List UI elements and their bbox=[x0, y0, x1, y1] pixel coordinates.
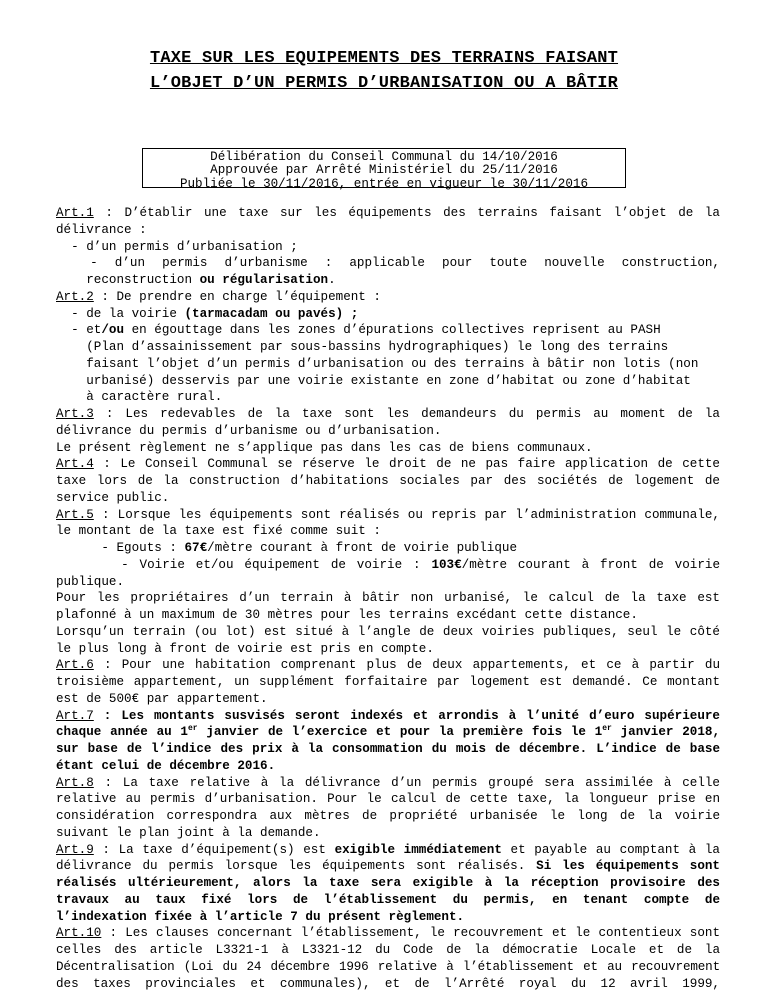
article-10-line: celles des article L3321-1 à L3321-12 du Code de la démocratie Locale et de la bbox=[56, 943, 720, 957]
article-1-label: Art.1 bbox=[56, 206, 94, 220]
article-5-label: Art.5 bbox=[56, 508, 94, 522]
article-10-label: Art.10 bbox=[56, 926, 102, 940]
article-1-line: Art.1 : D’établir une taxe sur les équipements des terrains faisant l’objet de la bbox=[56, 206, 720, 220]
article-7-line: étant celui de décembre 2016. bbox=[56, 759, 276, 773]
article-6-line: troisième appartement, un supplément forfaitaire par logement est demandé. Ce montant bbox=[56, 675, 720, 689]
article-5-line: publique. bbox=[56, 575, 125, 589]
article-4-line: taxe lors de la construction d’habitations sociales par des sociétés de logement de bbox=[56, 474, 720, 488]
deliberation-date: Délibération du Conseil Communal du 14/10/2016 bbox=[210, 150, 558, 164]
article-9-line: réalisés ultérieurement, alors la taxe sera exigible à la réception provisoire des bbox=[56, 876, 720, 890]
article-7-label: Art.7 bbox=[56, 709, 94, 723]
article-6-line: Art.6 : Pour une habitation comprenant plus de deux appartements, et ce à partir du bbox=[56, 658, 720, 672]
article-9-label: Art.9 bbox=[56, 843, 94, 857]
article-10-line: Décentralisation (Loi du 24 décembre 1996 relative à l’établissement et au recouvrement bbox=[56, 960, 720, 974]
article-3-line: Art.3 : Les redevables de la taxe sont les demandeurs du permis au moment de la bbox=[56, 407, 720, 421]
article-3-label: Art.3 bbox=[56, 407, 94, 421]
article-1-line: - d’un permis d’urbanisme : applicable pour toute nouvelle construction, bbox=[56, 256, 720, 270]
article-8-label: Art.8 bbox=[56, 776, 94, 790]
article-5-line: plafonné à un maximum de 30 mètres pour les terrains excédant cette distance. bbox=[56, 608, 638, 622]
article-10-line: des taxes provinciales et communales), et de l’Arrêté royal du 12 avril 1999, bbox=[56, 977, 720, 991]
article-9-line: l’indexation fixée à l’article 7 du présent règlement. bbox=[56, 910, 465, 924]
article-6-label: Art.6 bbox=[56, 658, 94, 672]
article-8-line: considération correspondra aux mètres de propriété urbanisée le long de la voirie bbox=[56, 809, 720, 823]
article-8-line: Art.8 : La taxe relative à la délivrance d’un permis groupé sera assimilée à celle bbox=[56, 776, 720, 790]
article-6-line: est de 500€ par appartement. bbox=[56, 692, 268, 706]
document-title-line-1: TAXE SUR LES EQUIPEMENTS DES TERRAINS FAISANT bbox=[149, 49, 619, 68]
article-8-line: suivant le plan joint à la demande. bbox=[56, 826, 321, 840]
article-1-line: reconstruction ou régularisation. bbox=[56, 273, 336, 287]
article-9-line: travaux au taux fixé lors de l’établissement du permis, en tenant compte de bbox=[56, 893, 720, 907]
article-5-line: le montant de la taxe est fixé comme suit : bbox=[56, 524, 381, 538]
publication-date: Publiée le 30/11/2016, entrée en vigueur le 30/11/2016 bbox=[179, 177, 589, 191]
article-3-line: Le présent règlement ne s’applique pas dans les cas de biens communaux. bbox=[56, 441, 593, 455]
article-2-line: - de la voirie (tarmacadam ou pavés) ; bbox=[56, 307, 359, 321]
article-7-line: Art.7 : Les montants susvisés seront indexés et arrondis à l’unité d’euro supérieure bbox=[56, 709, 720, 723]
article-1-line: délivrance : bbox=[56, 223, 147, 237]
article-4-line: Art.4 : Le Conseil Communal se réserve le droit de ne pas faire application de cette bbox=[56, 457, 720, 471]
article-5-line: - Voirie et/ou équipement de voirie : 103€/mètre courant à front de voirie bbox=[56, 558, 721, 572]
article-2-label: Art.2 bbox=[56, 290, 94, 304]
article-2-line: - et/ou en égouttage dans les zones d’épurations collectives reprisent au PASH bbox=[56, 323, 661, 337]
article-10-line: Art.10 : Les clauses concernant l’établissement, le recouvrement et le contentieux sont bbox=[56, 926, 720, 940]
article-4-line: service public. bbox=[56, 491, 170, 505]
article-5-line: le plus long à front de voirie est pris en compte. bbox=[56, 642, 434, 656]
article-2-line: faisant l’objet d’un permis d’urbanisation ou des terrains à bâtir non lotis (non bbox=[56, 357, 699, 371]
article-9-line: Art.9 : La taxe d’équipement(s) est exigible immédiatement et payable au comptant à la bbox=[56, 843, 720, 857]
article-5-line: Art.5 : Lorsque les équipements sont réalisés ou repris par l’administration communale, bbox=[56, 508, 720, 522]
article-5-line: Pour les propriétaires d’un terrain à bâtir non urbanisé, le calcul de la taxe est bbox=[56, 591, 720, 605]
article-2-line: (Plan d’assainissement par sous-bassins hydrographiques) le long des terrains bbox=[56, 340, 669, 354]
article-7-line: chaque année au 1er janvier de l’exercice et pour la première fois le 1er janvier 2018, bbox=[56, 723, 720, 739]
article-1-line: - d’un permis d’urbanisation ; bbox=[56, 240, 298, 254]
article-3-line: délivrance du permis d’urbanisme ou d’urbanisation. bbox=[56, 424, 442, 438]
article-5-line: - Egouts : 67€/mètre courant à front de voirie publique bbox=[56, 541, 518, 555]
article-9-line: délivrance du permis lorsque les équipements sont réalisés. Si les équipements sont bbox=[56, 859, 720, 873]
article-8-line: relative au permis d’urbanisation. Pour le calcul de cette taxe, la longueur prise en bbox=[56, 792, 720, 806]
document-title-line-2: L’OBJET D’UN PERMIS D’URBANISATION OU A BÂTIR bbox=[149, 74, 619, 93]
article-7-line: sur base de l’indice des prix à la consommation du mois de décembre. L’indice de base bbox=[56, 742, 720, 756]
article-2-line: urbanisé) desservis par une voirie existante en zone d’habitat ou zone d’habitat bbox=[56, 374, 691, 388]
article-2-line: Art.2 : De prendre en charge l’équipement : bbox=[56, 290, 381, 304]
article-2-line: à caractère rural. bbox=[56, 390, 223, 404]
article-4-label: Art.4 bbox=[56, 457, 94, 471]
approval-date: Approuvée par Arrêté Ministériel du 25/11/2016 bbox=[210, 163, 558, 177]
article-5-line: Lorsqu’un terrain (ou lot) est situé à l’angle de deux voiries publiques, seul le côté bbox=[56, 625, 720, 639]
